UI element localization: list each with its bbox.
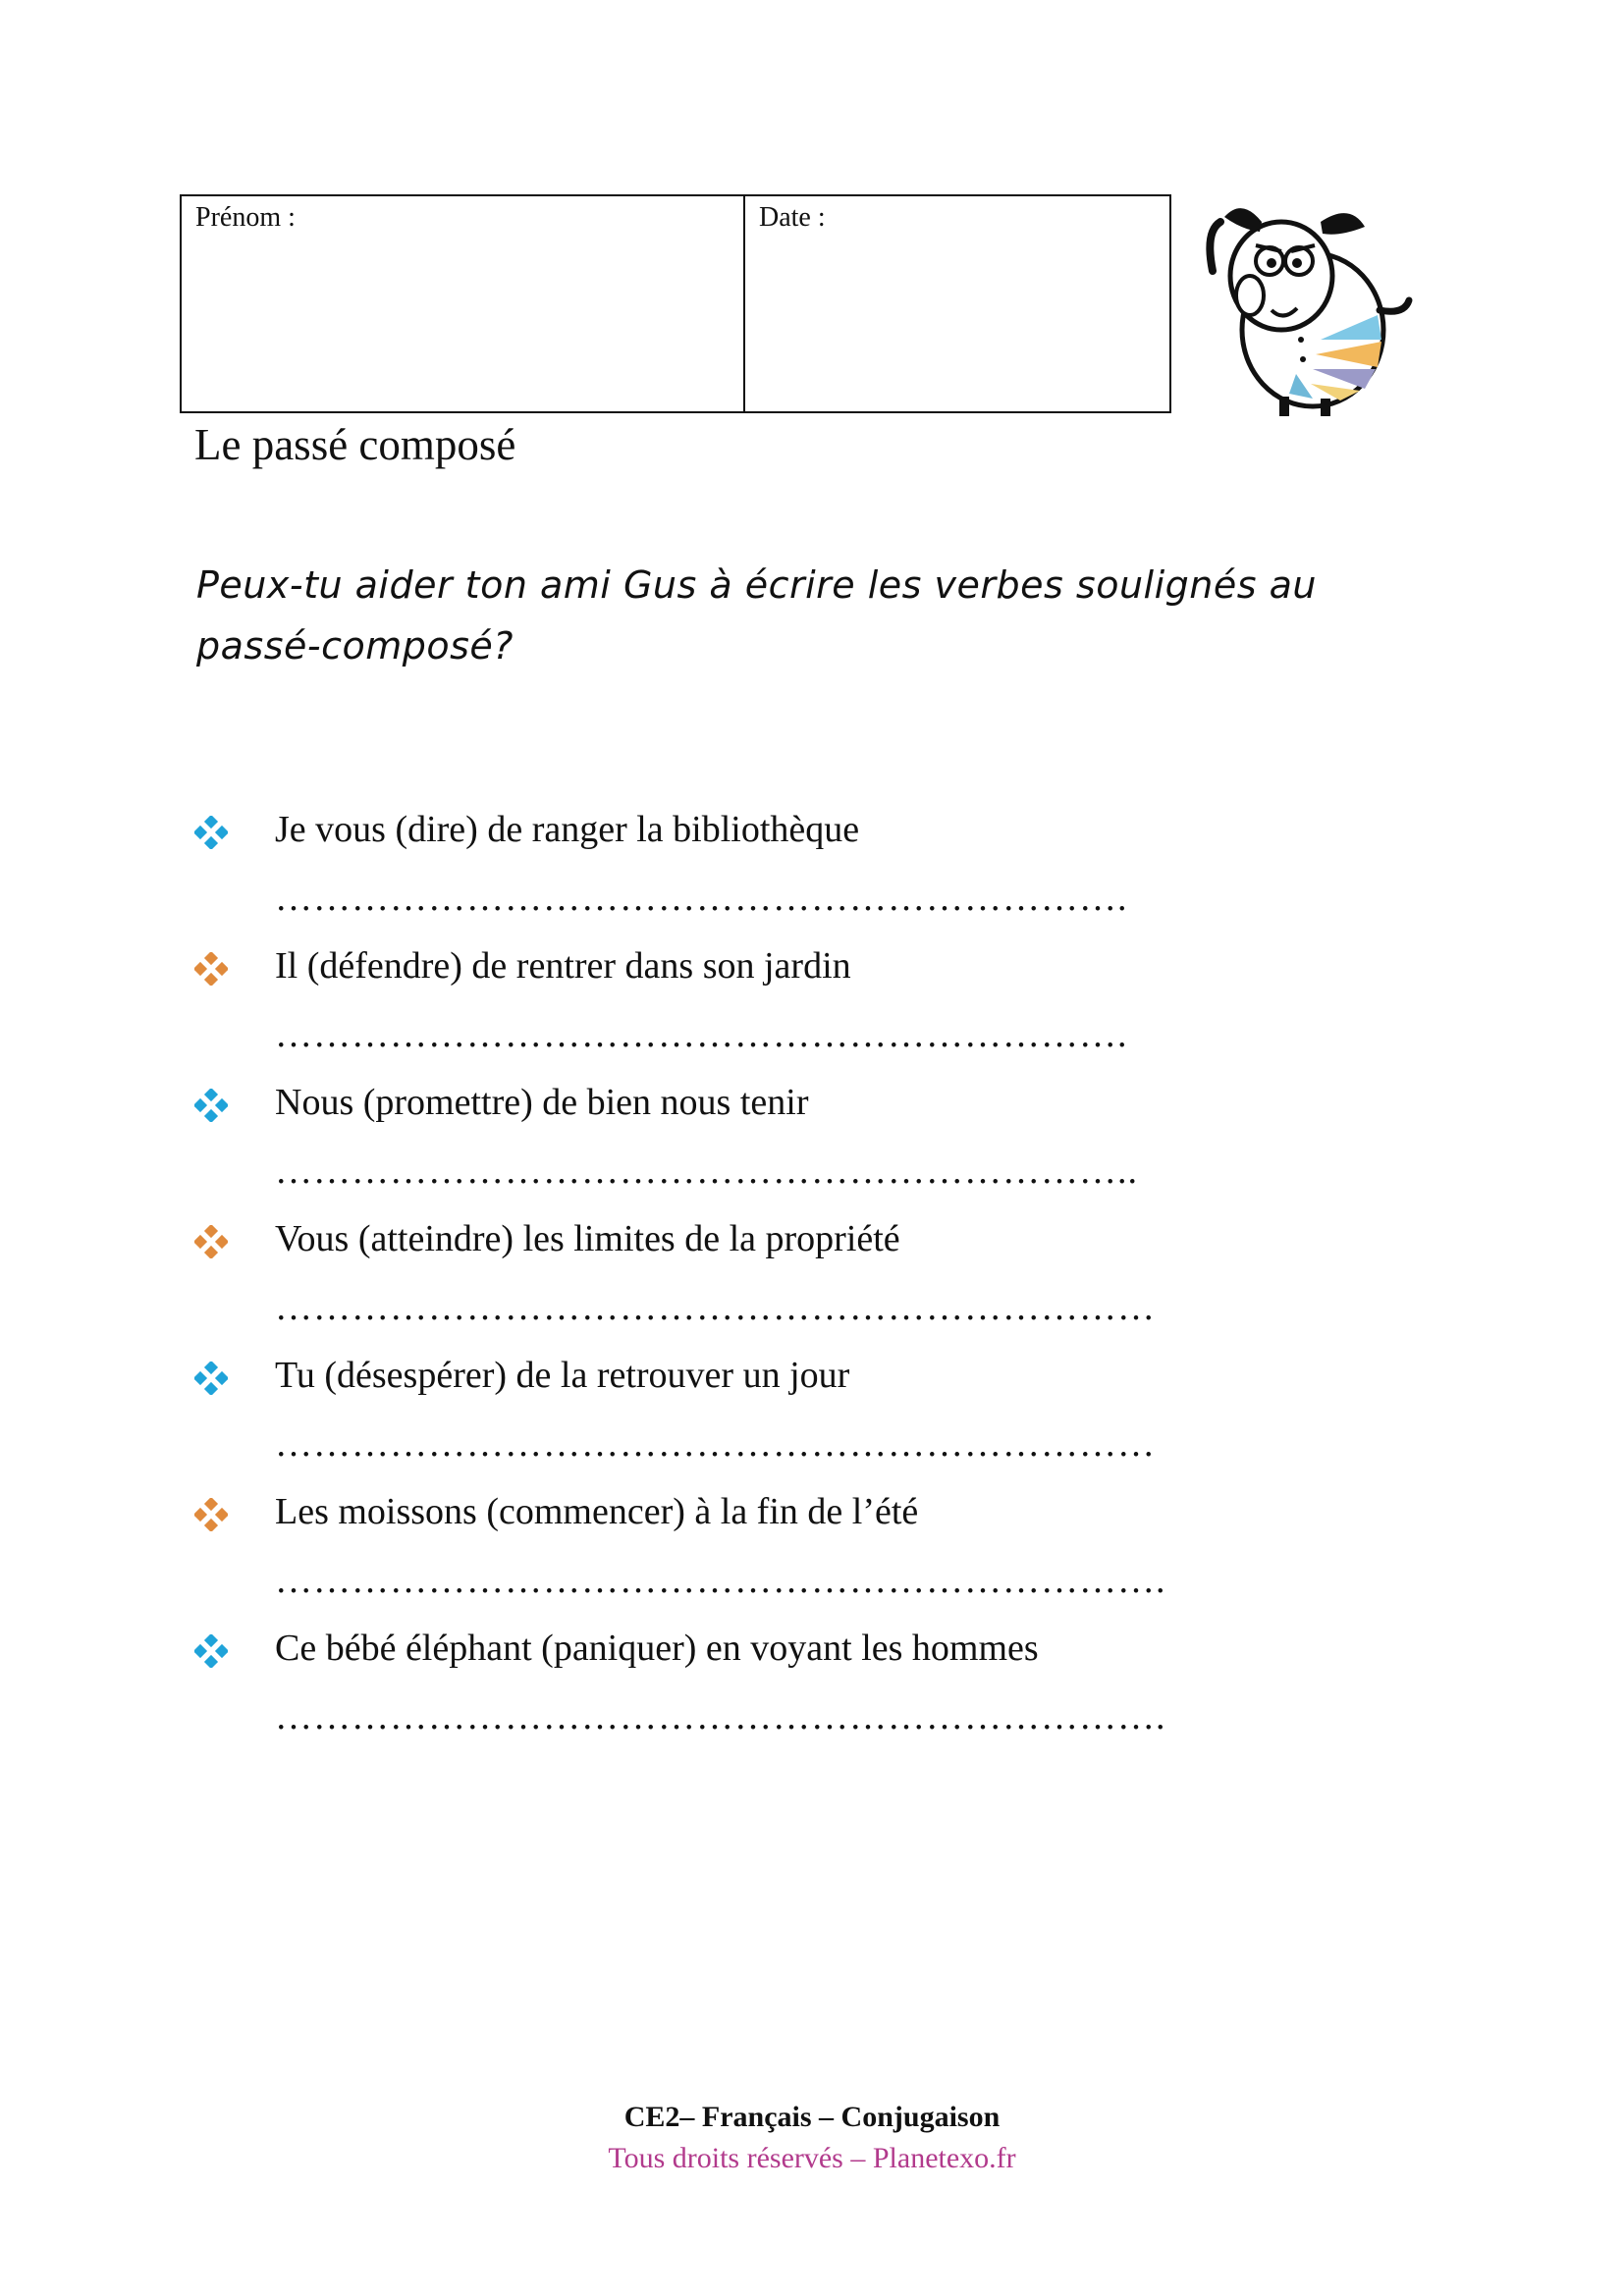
diamond-bullet-icon	[194, 1498, 228, 1531]
exercise-sentence: Vous (atteindre) les limites de la propriété	[275, 1218, 900, 1259]
diamond-bullet-icon	[194, 816, 228, 849]
exercise-sentence: Il (défendre) de rentrer dans son jardin	[275, 945, 851, 987]
page-title: Le passé composé	[194, 420, 516, 469]
answer-line[interactable]: …………………………………………………………….	[275, 1560, 1166, 1601]
date-label: Date :	[759, 202, 826, 233]
diamond-bullet-icon	[194, 1362, 228, 1395]
footer-copyright: Tous droits réservés – Planetexo.fr	[608, 2142, 1016, 2174]
answer-line[interactable]: ………………………………………………………….	[275, 878, 1128, 919]
answer-line[interactable]: …………………………………………………………….	[275, 1696, 1166, 1737]
instruction-line-1: Peux-tu aider ton ami Gus à écrire les verbes soulignés au	[196, 563, 1318, 607]
answer-line[interactable]: ……………………………………………………………	[275, 1423, 1156, 1465]
diamond-bullet-icon	[194, 952, 228, 986]
answer-line[interactable]: …………………………………………………………..	[275, 1150, 1138, 1192]
instruction-text	[196, 555, 1473, 676]
name-field[interactable]	[182, 196, 745, 411]
exercise-sentence: Tu (désespérer) de la retrouver un jour	[275, 1355, 850, 1396]
gus-mascot-icon	[1203, 192, 1419, 418]
answer-line[interactable]: ……………………………………………………………	[275, 1287, 1156, 1328]
answer-line[interactable]: ………………………………………………………….	[275, 1014, 1128, 1055]
exercise-sentence: Les moissons (commencer) à la fin de l’été	[275, 1491, 919, 1532]
name-label: Prénom :	[195, 202, 296, 233]
exercise-sentence: Je vous (dire) de ranger la bibliothèque	[275, 809, 860, 850]
exercise-sentence: Nous (promettre) de bien nous tenir	[275, 1082, 809, 1123]
exercise-sentence: Ce bébé éléphant (paniquer) en voyant les hommes	[275, 1628, 1039, 1669]
footer-subject: CE2– Français – Conjugaison	[623, 2101, 1001, 2133]
diamond-bullet-icon	[194, 1089, 228, 1122]
diamond-bullet-icon	[194, 1634, 228, 1668]
diamond-bullet-icon	[194, 1225, 228, 1258]
date-field[interactable]	[745, 196, 1169, 411]
student-info-table	[180, 194, 1171, 413]
instruction-line-2: passé-composé?	[196, 624, 514, 667]
